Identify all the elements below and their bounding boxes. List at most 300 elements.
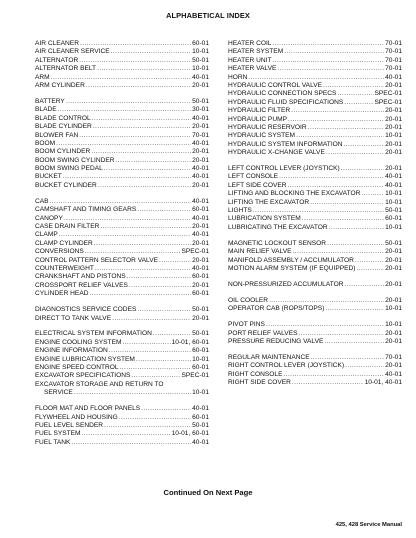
index-entry-name: OIL COOLER (228, 296, 269, 304)
index-entry-page: 60-01 (192, 364, 209, 372)
index-entry-name: CYLINDER HEAD (35, 290, 89, 298)
index-entry-name: RIGHT CONTROL LEVER (JOYSTICK) (228, 362, 345, 370)
index-column-left (35, 40, 209, 447)
dot-leader (345, 362, 384, 370)
index-entry-page: SPEC-01 (374, 98, 402, 106)
index-entry-page: 20-01 (385, 280, 402, 288)
dot-leader (253, 207, 384, 215)
section-gap (228, 232, 402, 240)
index-entry-name: BLADE CONTROL (35, 114, 91, 122)
index-entry-page: 70-01 (385, 40, 402, 47)
index-entry-name: BOOM SWING CYLINDER (35, 156, 115, 164)
dot-leader (71, 439, 191, 447)
index-entry (35, 106, 209, 114)
index-entry-page: 50-01 (192, 330, 209, 338)
index-entry-page: 20-01 (385, 81, 402, 89)
index-entry (228, 48, 402, 56)
index-entry-name: BUCKET (35, 173, 62, 181)
index-entry (35, 405, 209, 413)
dot-leader (137, 206, 191, 214)
index-entry-page: 10-01 (192, 355, 209, 363)
index-entry (35, 414, 209, 422)
index-entry-page: 20-01 (192, 156, 209, 164)
index-entry (228, 173, 402, 181)
index-entry-page: 70-01 (385, 65, 402, 73)
index-entry-name: HYDRAULIC X-CHANGE VALVE (228, 149, 325, 157)
index-entry-name: LUBRICATING THE EXCAVATOR (228, 223, 328, 231)
index-entry-name: BLADE CYLINDER (35, 123, 92, 131)
index-entry-page: 20-01 (192, 256, 209, 264)
dot-leader (91, 148, 191, 156)
index-entry-name: HYDRAULIC CONTROL VALVE (228, 81, 323, 89)
section-gap (228, 157, 402, 165)
index-entry (35, 315, 209, 323)
dot-leader (284, 48, 384, 56)
index-entry-page: SPEC-01 (181, 248, 209, 256)
index-entry-page: 40-01 (192, 114, 209, 122)
index-entry-page: SPEC-01 (181, 372, 209, 380)
dot-leader (277, 65, 384, 73)
index-entry (228, 207, 402, 215)
index-entry-name: HORN (228, 73, 248, 81)
index-entry-page: 60-01 (192, 273, 209, 281)
index-entry (228, 224, 402, 232)
index-entry-name: HEATER UNIT (228, 56, 272, 64)
dot-leader (361, 190, 384, 198)
dot-leader (66, 98, 191, 106)
dot-leader (97, 65, 191, 73)
index-entry-page: 10-01 (192, 48, 209, 56)
dot-leader (59, 231, 191, 239)
index-entry-name: CASE DRAIN FILTER (35, 223, 100, 230)
index-entry-page: 20-01 (192, 81, 209, 89)
index-entry-page: 40-01 (192, 165, 209, 173)
dot-leader (292, 379, 364, 387)
index-entry-page: 20-01 (385, 362, 402, 370)
index-entry (35, 123, 209, 131)
index-entry (35, 372, 209, 380)
index-entry-page: 20-01 (385, 248, 402, 256)
index-entry-page: 40-01 (192, 405, 209, 413)
index-entry-name: AIR CLEANER (35, 40, 79, 47)
index-entry-name: CONVERSIONS (35, 248, 84, 256)
index-entry-name: CANOPY (35, 214, 63, 222)
index-entry (228, 215, 402, 223)
index-entry (228, 74, 402, 82)
index-entry-page: 10-01, 60-01 (171, 338, 209, 346)
index-entry-page: 40-01 (385, 181, 402, 189)
dot-leader (58, 106, 192, 114)
index-entry-name: BUCKET CYLINDER (35, 181, 97, 189)
index-entry-name: PORT RELIEF VALVES (228, 329, 298, 337)
index-entry (35, 248, 209, 256)
index-entry-page: 60-01 (192, 206, 209, 214)
index-entry (228, 338, 402, 346)
index-entry-page: 20-01 (192, 281, 209, 289)
index-entry (35, 82, 209, 90)
continued-notice: Continued On Next Page (163, 488, 253, 497)
dot-leader (122, 339, 170, 347)
index-entry (35, 173, 209, 181)
dot-leader (329, 224, 384, 232)
index-entry-page: 20-01 (192, 148, 209, 156)
dot-leader (283, 371, 384, 379)
section-gap (35, 398, 209, 406)
index-entry (228, 199, 402, 207)
dot-leader (93, 123, 191, 131)
dot-leader (136, 356, 191, 364)
dot-leader (74, 389, 191, 397)
index-entry-name: CRANKSHAFT AND PISTONS (35, 273, 126, 281)
index-entry-page: 60-01 (192, 347, 209, 355)
dot-leader (86, 82, 191, 90)
index-entry (228, 371, 402, 379)
dot-leader (92, 115, 191, 123)
index-entry-name: SERVICE (44, 389, 73, 397)
index-entry (35, 389, 209, 397)
dot-leader (137, 306, 191, 314)
index-entry-page: 20-01 (385, 264, 402, 272)
dot-leader (51, 74, 191, 82)
index-entry-name: LUBRICATION SYSTEM (228, 215, 301, 223)
index-entry-page: 40-01 (192, 438, 209, 446)
dot-leader (341, 165, 384, 173)
dot-leader (120, 364, 192, 372)
index-entry-page: 50-01 (192, 56, 209, 64)
index-entry-page: 40-01 (385, 370, 402, 378)
index-entry-page: 70-01 (192, 131, 209, 139)
index-entry (228, 321, 402, 329)
index-entry-name: ALTERNATOR (35, 56, 79, 64)
index-entry-page: 10-01 (385, 223, 402, 231)
dot-leader (310, 199, 384, 207)
index-entry (35, 381, 209, 389)
index-entry-name: BATTERY (35, 97, 65, 105)
index-entry-page: 60-01 (192, 413, 209, 421)
index-entry-name: AIR CLEANER SERVICE (35, 48, 110, 56)
index-entry-page: 10-01 (385, 198, 402, 206)
dot-leader (337, 90, 373, 98)
dot-leader (79, 132, 191, 140)
index-entry (228, 90, 402, 98)
index-entry (35, 198, 209, 206)
index-entry (228, 116, 402, 124)
index-entry (228, 379, 402, 387)
index-entry-name: LIFTING AND BLOCKING THE EXCAVATOR (228, 190, 361, 198)
index-entry-name: HYDRAULIC FILTER (228, 107, 291, 115)
index-entry (228, 107, 402, 115)
footer-manual-title: 425, 428 Service Manual (335, 522, 402, 528)
index-entry (35, 165, 209, 173)
index-entry-page: 20-01 (192, 239, 209, 247)
index-entry-name: ARM CYLINDER (35, 81, 85, 89)
dot-leader (153, 330, 191, 338)
index-entry-name: OPERATOR CAB (ROPS/TOPS) (228, 305, 325, 313)
index-entry-page: 20-01 (192, 223, 209, 230)
index-entry-page: 40-01 (192, 173, 209, 181)
index-entry-name: HYDRAULIC SYSTEM INFORMATION (228, 140, 343, 148)
dot-leader (95, 265, 191, 273)
dot-leader (116, 157, 192, 165)
dot-leader (56, 140, 191, 148)
section-gap (35, 323, 209, 331)
index-entry-page: 60-01 (385, 215, 402, 223)
index-entry-name: DIRECT TO TANK VALVE (35, 314, 112, 322)
index-entry-page: 10-01 (385, 190, 402, 198)
index-entry-page: 70-01 (385, 48, 402, 56)
dot-leader (127, 273, 192, 281)
dot-leader (323, 82, 384, 90)
index-entry (228, 82, 402, 90)
index-entry (35, 430, 209, 438)
section-gap (228, 273, 402, 281)
dot-leader (291, 107, 384, 115)
index-entry (228, 240, 402, 248)
index-entry (35, 148, 209, 156)
index-entry-page: 40-01 (385, 173, 402, 181)
index-entry-name: REGULAR MAINTENANCE (228, 354, 310, 362)
index-entry (35, 40, 209, 48)
index-entry-name: HYDRAULIC FLUID SPECIFICATIONS (228, 98, 344, 106)
index-entry-name: HEATER SYSTEM (228, 48, 284, 56)
index-entry-name: CLAMP (35, 231, 58, 239)
index-entry-page: 50-01 (192, 421, 209, 429)
index-entry-page: 70-01 (385, 56, 402, 64)
index-entry-page: 20-01 (192, 314, 209, 322)
index-entry-page: 10-01 (192, 389, 209, 397)
index-entry-name: HEATER VALVE (228, 65, 277, 73)
index-entry-name: EXCAVATOR SPECIFICATIONS (35, 372, 131, 380)
dot-leader (159, 257, 191, 265)
index-entry (228, 57, 402, 65)
dot-leader (63, 173, 191, 181)
dot-leader (355, 257, 384, 265)
index-entry (228, 362, 402, 370)
index-entry-name: ENGINE LUBRICATION SYSTEM (35, 355, 135, 363)
index-entry-page: 40-01 (192, 73, 209, 81)
index-entry-name: FUEL SYSTEM (35, 430, 81, 438)
dot-leader (344, 141, 385, 149)
index-entry (35, 157, 209, 165)
index-entry-page: 20-01 (385, 115, 402, 123)
dot-leader (302, 215, 384, 223)
index-entry-name: RIGHT SIDE COVER (228, 379, 291, 387)
index-entry (228, 330, 402, 338)
dot-leader (90, 290, 192, 298)
index-entry (35, 356, 209, 364)
index-entry-page: 40-01 (192, 214, 209, 222)
index-entry (35, 273, 209, 281)
dot-leader (129, 282, 191, 290)
index-entry (228, 265, 402, 273)
index-entry (35, 439, 209, 447)
index-entry-page: 60-01 (192, 40, 209, 47)
index-entry-name: FLYWHEEL AND HOUSING (35, 413, 118, 421)
index-entry-page: 20-01 (385, 329, 402, 337)
index-entry (228, 248, 402, 256)
index-entry-name: ENGINE COOLING SYSTEM (35, 338, 122, 346)
index-entry-name: CLAMP CYLINDER (35, 239, 93, 247)
index-entry-page: 40-01 (192, 139, 209, 147)
index-entry-name: COUNTERWEIGHT (35, 264, 94, 272)
index-entry (35, 182, 209, 190)
index-entry (228, 305, 402, 313)
section-gap (35, 299, 209, 307)
index-entry (35, 240, 209, 248)
index-entry (35, 115, 209, 123)
index-entry (35, 48, 209, 56)
dot-leader (119, 414, 191, 422)
index-entry (35, 132, 209, 140)
dot-leader (85, 248, 181, 256)
index-entry (35, 57, 209, 65)
index-entry-name: CAMSHAFT AND TIMING GEARS (35, 206, 137, 214)
index-entry-name: RIGHT CONSOLE (228, 370, 283, 378)
index-entry-name: ENGINE INFORMATION (35, 347, 108, 355)
index-entry-name: LEFT CONTROL LEVER (JOYSTICK) (228, 165, 340, 173)
index-entry-name: MAGNETIC LOCKOUT SENSOR (228, 239, 327, 247)
index-entry-page: 70-01 (385, 354, 402, 362)
index-entry-page: 10-01, 40-01 (364, 379, 402, 387)
index-entry-name: ELECTRICAL SYSTEM INFORMATION (35, 330, 152, 338)
index-entry-name: MOTION ALARM SYSTEM (IF EQUIPPED) (228, 264, 356, 272)
index-entry-name: BOOM CYLINDER (35, 148, 91, 156)
index-entry-page: 20-01 (385, 296, 402, 304)
dot-leader (345, 281, 385, 289)
dot-leader (100, 223, 191, 231)
index-entry-name: HYDRAULIC RESERVOIR (228, 123, 307, 131)
index-entry-name: HEATER COIL (228, 40, 272, 47)
dot-leader (50, 198, 192, 206)
dot-leader (104, 422, 191, 430)
dot-leader (112, 315, 191, 323)
index-entry-name: CONTROL PATTERN SELECTOR VALVE (35, 256, 158, 264)
index-entry-page: 20-01 (385, 140, 402, 148)
index-entry (228, 297, 402, 305)
index-entry-page: 40-01 (192, 197, 209, 205)
section-gap (228, 289, 402, 297)
dot-leader (266, 321, 384, 329)
index-entry-page: 20-01 (192, 181, 209, 189)
index-entry-name: BOOM SWING PEDAL (35, 165, 103, 173)
page-title: ALPHABETICAL INDEX (166, 11, 250, 20)
dot-leader (327, 240, 384, 248)
index-entry-name: PRESSURE REDUCING VALVE (228, 338, 324, 346)
index-entry-page: 50-01 (385, 239, 402, 247)
dot-leader (111, 48, 191, 56)
dot-leader (272, 40, 384, 48)
index-entry-page: 50-01 (192, 306, 209, 314)
dot-leader (109, 347, 191, 355)
index-entry (228, 257, 402, 265)
index-entry-page: 40-01 (385, 73, 402, 81)
index-entry (35, 223, 209, 231)
index-entry-name: MANIFOLD ASSEMBLY / ACCUMULATOR (228, 256, 354, 264)
dot-leader (131, 372, 180, 380)
index-entry (35, 339, 209, 347)
dot-leader (141, 405, 191, 413)
index-entry-page: 20-01 (385, 338, 402, 346)
index-entry-name: BOOM (35, 139, 56, 147)
index-entry (35, 257, 209, 265)
index-entry (35, 422, 209, 430)
index-entry-name: ALTERNATOR BELT (35, 65, 97, 73)
dot-leader (308, 124, 384, 132)
index-entry (35, 74, 209, 82)
index-entry-name: LIFTING THE EXCAVATOR (228, 198, 310, 206)
index-entry (35, 347, 209, 355)
index-entry (35, 265, 209, 273)
index-entry (35, 290, 209, 298)
index-entry (228, 182, 402, 190)
index-entry (35, 231, 209, 239)
dot-leader (293, 248, 385, 256)
index-entry-page: 20-01 (385, 123, 402, 131)
dot-leader (80, 40, 191, 48)
dot-leader (296, 132, 384, 140)
dot-leader (288, 116, 384, 124)
dot-leader (326, 149, 384, 157)
index-entry (228, 124, 402, 132)
index-entry-name: CAB (35, 197, 49, 205)
dot-leader (82, 430, 171, 438)
index-entry-page: 20-01 (385, 165, 402, 173)
index-entry-name: LIGHTS (228, 207, 252, 215)
index-entry-page: SPEC-01 (374, 90, 402, 98)
index-entry-page: 50-01 (385, 207, 402, 215)
index-entry (35, 98, 209, 106)
index-entry (228, 132, 402, 140)
index-column-right (228, 40, 402, 388)
index-entry-page: 10-01, 60-01 (171, 430, 209, 438)
index-entry-name: DIAGNOSTICS SERVICE CODES (35, 306, 137, 314)
index-entry-page: 30-01 (192, 106, 209, 114)
index-entry-page: 10-01 (385, 132, 402, 140)
index-entry-page: 20-01 (385, 256, 402, 264)
index-entry (35, 206, 209, 214)
index-entry-name: FUEL TANK (35, 438, 71, 446)
index-entry-name: HYDRAULIC CONNECTION SPECS (228, 90, 337, 98)
index-entry-name: NON-PRESSURIZED ACCUMULATOR (228, 280, 344, 288)
index-entry (228, 354, 402, 362)
dot-leader (311, 354, 384, 362)
index-entry-name: ENGINE SPEED CONTROL (35, 364, 119, 372)
dot-leader (299, 330, 385, 338)
index-entry (228, 190, 402, 198)
index-entry-page: 60-01 (192, 290, 209, 298)
index-entry-page: 40-01 (192, 231, 209, 239)
index-entry-page: 40-01 (192, 264, 209, 272)
index-entry-name: FUEL LEVEL SENDER (35, 421, 104, 429)
index-entry-page: 20-01 (385, 149, 402, 157)
index-entry-name: HYDRAULIC PUMP (228, 115, 287, 123)
index-entry-page: 10-01 (192, 65, 209, 73)
index-entry (228, 165, 402, 173)
section-gap (228, 346, 402, 354)
index-entry-page: 20-01 (192, 123, 209, 131)
index-entry-page: 10-01 (385, 321, 402, 329)
index-entry (228, 281, 402, 289)
dot-leader (324, 338, 384, 346)
index-entry-page: 50-01 (192, 97, 209, 105)
section-gap (228, 314, 402, 322)
section-gap (35, 190, 209, 198)
index-entry (228, 99, 402, 107)
dot-leader (98, 182, 191, 190)
index-entry (35, 364, 209, 372)
index-entry-name: MAIN RELIEF VALVE (228, 248, 292, 256)
index-entry-page: 20-01 (385, 107, 402, 115)
